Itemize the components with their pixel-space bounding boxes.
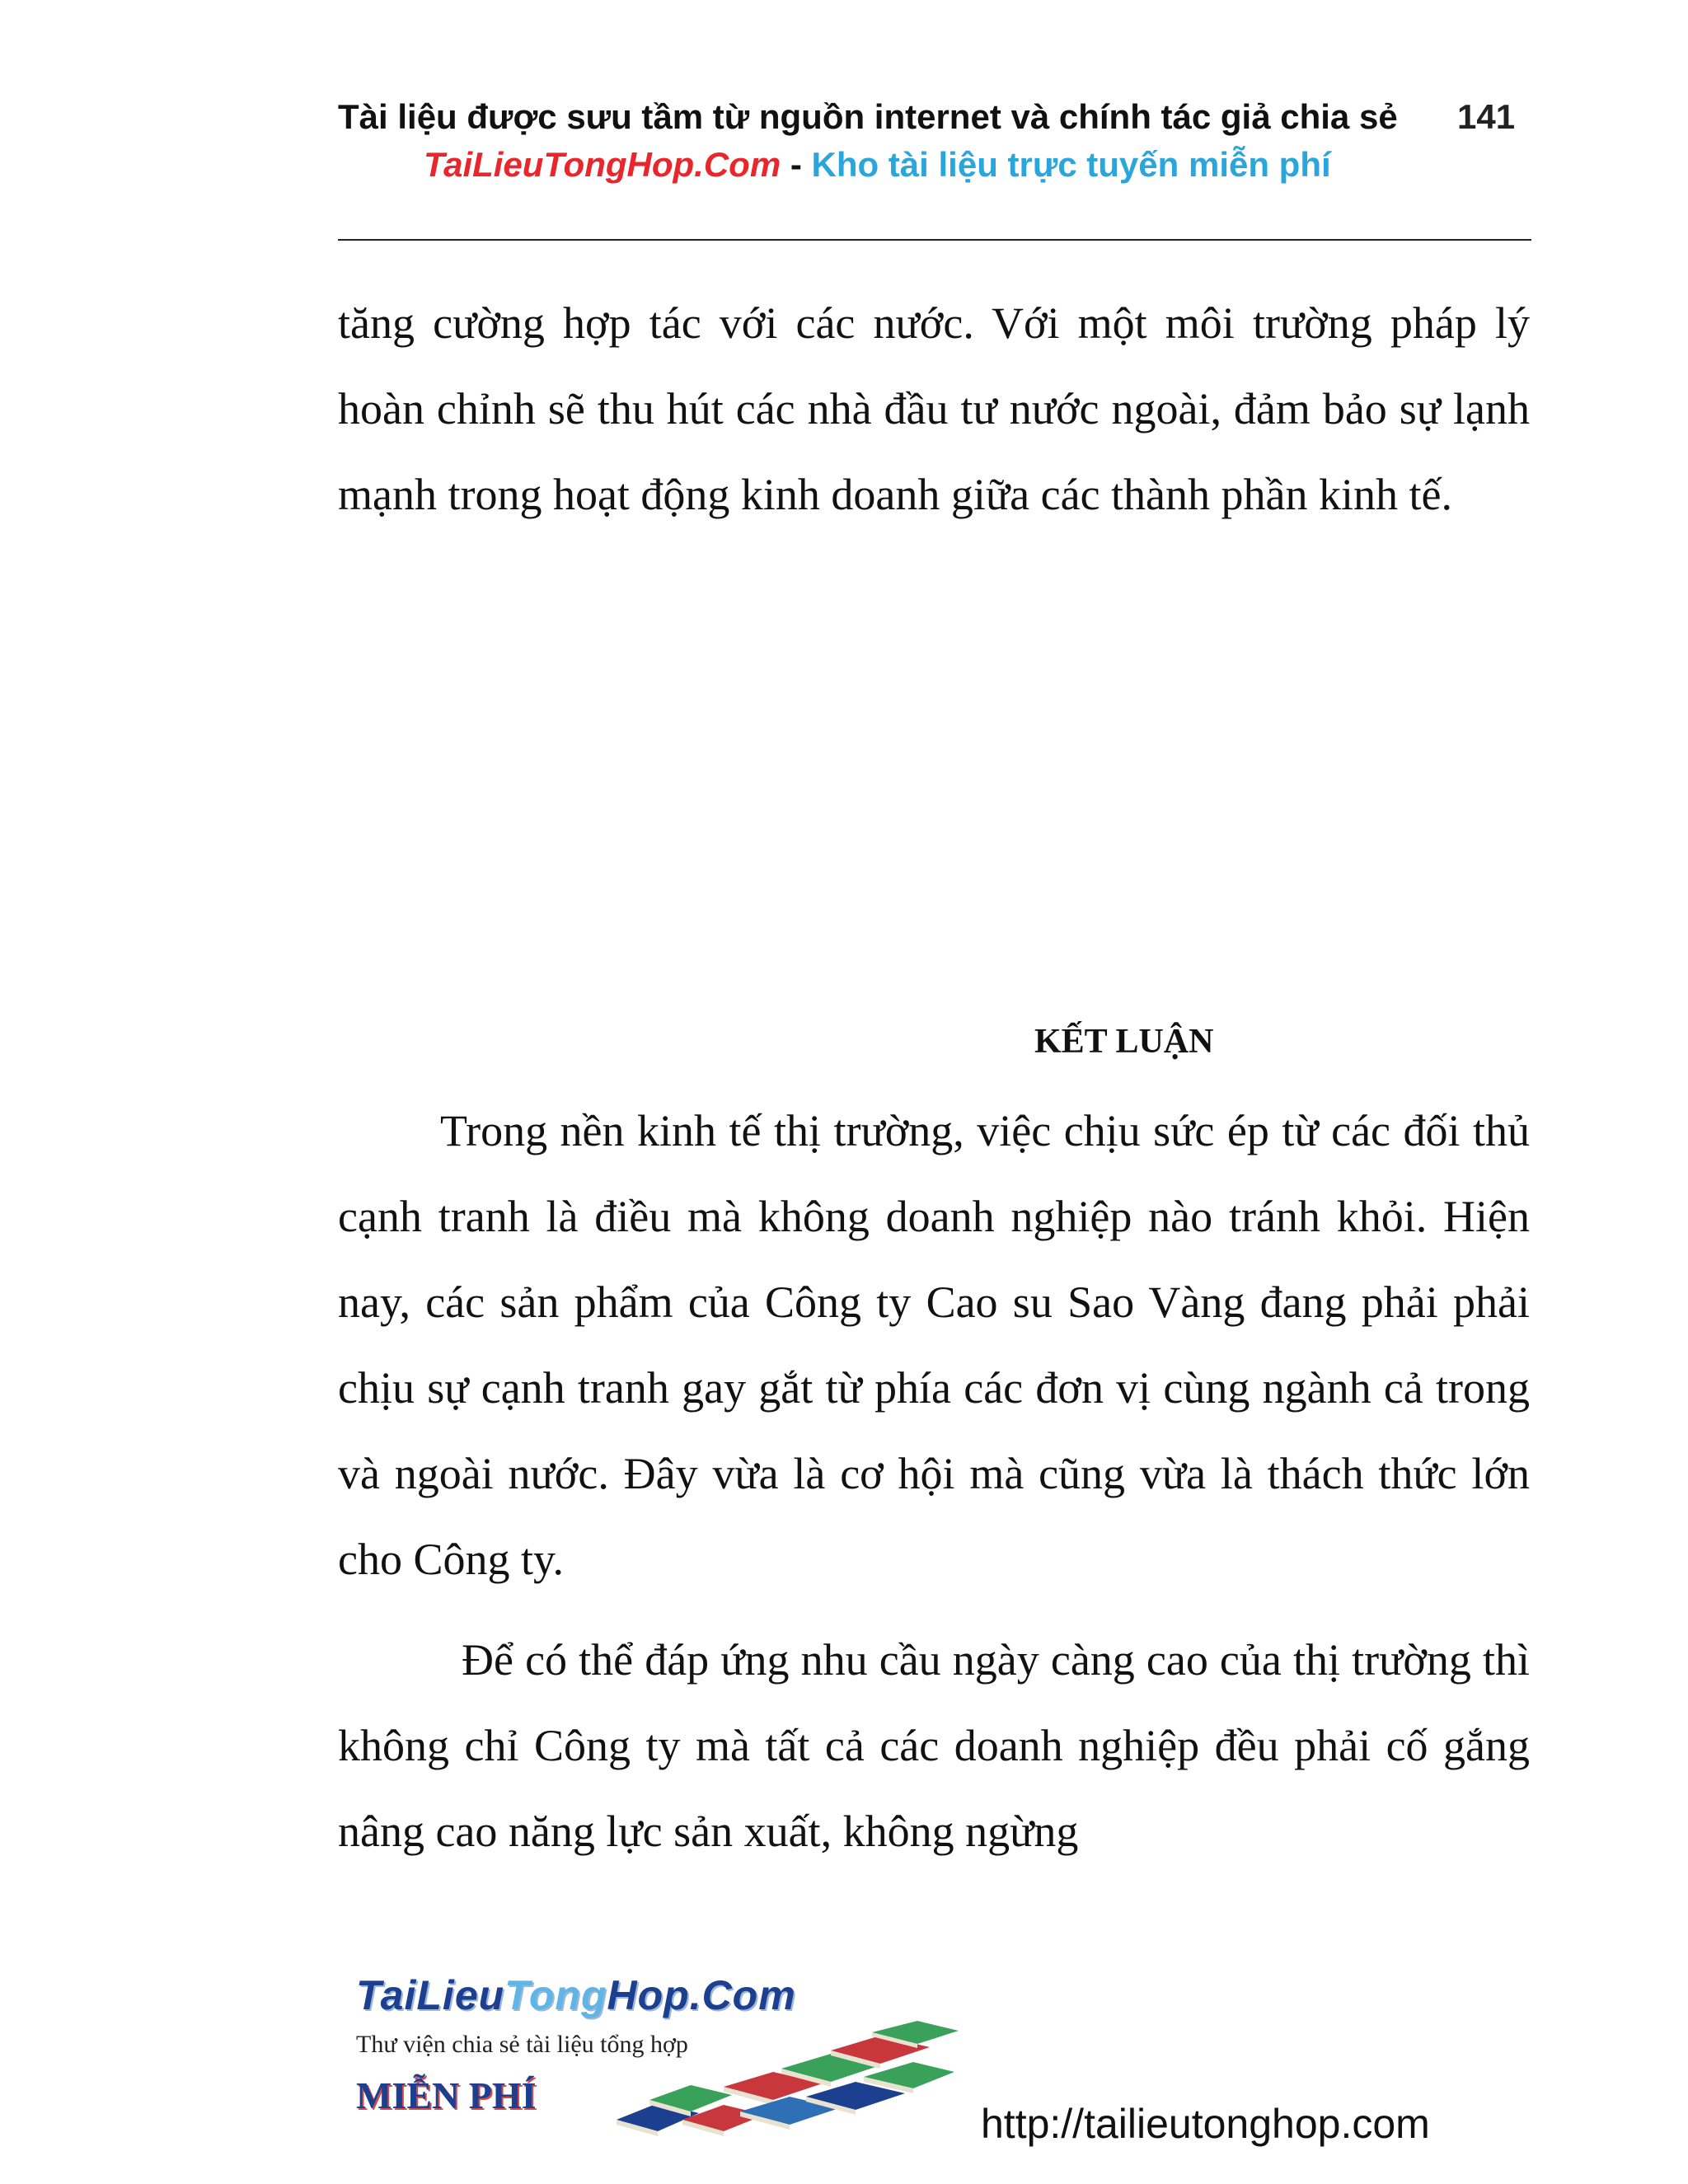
logo-subtitle: Thư viện chia sẻ tài liệu tổng hợp [356,2031,688,2058]
logo-free-label: MIỄN PHÍ [356,2074,537,2116]
body-paragraph: tăng cường hợp tác với các nước. Với một môi trường pháp lý hoàn chỉnh sẽ thu hút các nhà đầu tư nước ngoài, đảm bảo sự lạnh mạnh trong hoạt động kinh doanh giữa các thành phần kinh tế. [338,298,1530,519]
body-paragraph: Trong nền kinh tế thị trường, việc chịu sức ép từ các đối thủ cạnh tranh là điều mà không doanh nghiệp nào tránh khỏi. Hiện nay, các sản phẩm của Công ty Cao su Sao Vàng đang phải phải chịu sự cạnh tranh gay gắt từ phía các đơn vị cùng ngành cả trong và ngoài nước. Đây vừa là cơ hội mà cũng vừa là thách thức lớn cho Công ty. [338,1106,1530,1584]
footer-url: http://tailieutonghop.com [981,2101,1430,2147]
header-site-name: TaiLieuTongHop.Com [424,145,781,184]
logo-wordmark: TaiLieuTongHop.Com [356,1972,796,2018]
header-tagline: Kho tài liệu trực tuyến miễn phí [811,145,1331,184]
header-site-line [424,145,1331,185]
page-number: 141 [1457,97,1516,136]
section-heading: KẾT LUẬN [1034,1023,1214,1061]
body-paragraph: Để có thể đáp ứng nhu cầu ngày càng cao của thị trường thì không chỉ Công ty mà tất cả các doanh nghiệp đều phải cố gắng nâng cao năng lực sản xuất, không ngừng [338,1635,1530,1856]
header-separator: - [781,145,812,184]
site-logo [353,1971,963,2136]
books-stack-icon [600,2021,963,2144]
header-source-note: Tài liệu được sưu tầm từ nguồn internet và chính tác giả chia sẻ [338,97,1398,136]
header-divider [338,239,1531,241]
